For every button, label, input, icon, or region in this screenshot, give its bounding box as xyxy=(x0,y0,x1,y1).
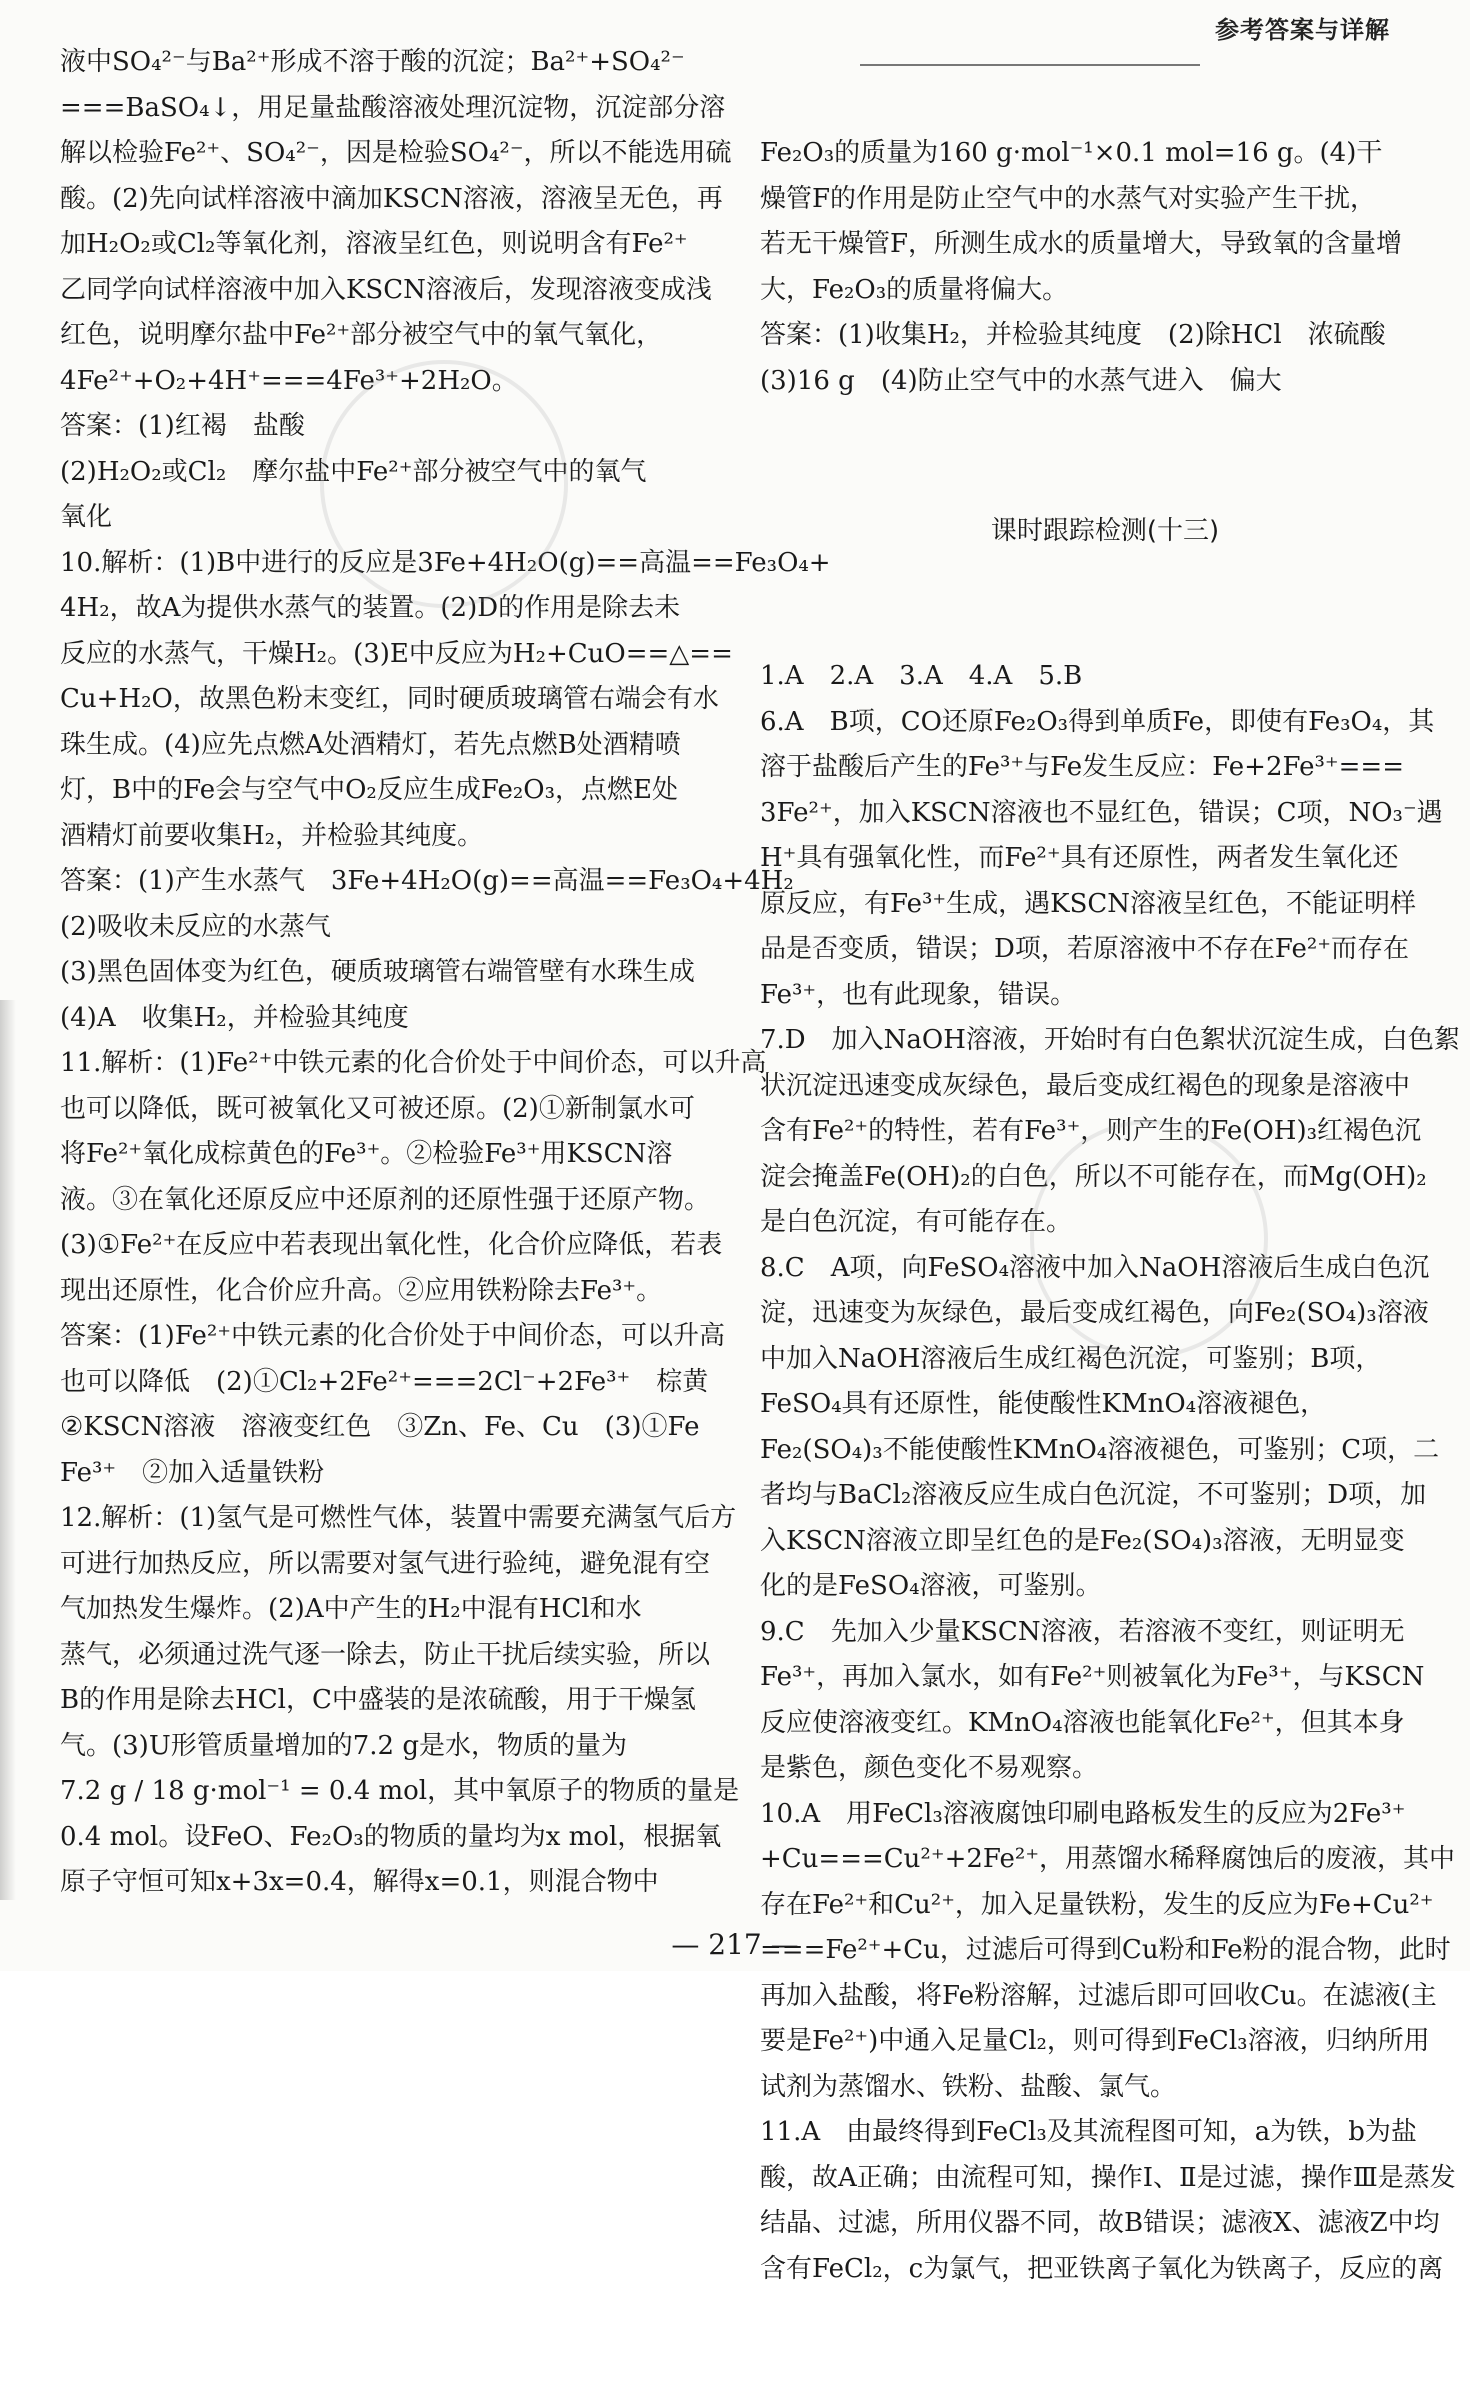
text-line: 1.A 2.A 3.A 4.A 5.B xyxy=(760,661,1083,691)
text-line: 10.A 用FeCl₃溶液腐蚀印刷电路板发生的反应为2Fe³⁺ xyxy=(760,1798,1406,1829)
text-line: 珠生成。(4)应先点燃A处酒精灯，若先点燃B处酒精喷 xyxy=(60,729,681,760)
text-line: 再加入盐酸，将Fe粉溶解，过滤后即可回收Cu。在滤液(主 xyxy=(760,1980,1437,2011)
text-line: 可进行加热反应，所以需要对氢气进行验纯，避免混有空 xyxy=(60,1548,711,1579)
text-line: 现出还原性，化合价应升高。②应用铁粉除去Fe³⁺。 xyxy=(60,1275,663,1306)
text-line: 0.4 mol。设FeO、Fe₂O₃的物质的量均为x mol，根据氧 xyxy=(60,1821,722,1852)
text-line: 11.解析：(1)Fe²⁺中铁元素的化合价处于中间价态，可以升高 xyxy=(60,1048,767,1078)
text-line: 中加入NaOH溶液后生成红褐色沉淀，可鉴别；B项， xyxy=(760,1343,1382,1374)
text-line: 答案：(1)产生水蒸气 3Fe+4H₂O(g)==高温==Fe₃O₄+4H₂ xyxy=(60,866,794,896)
text-line: 化的是FeSO₄溶液，可鉴别。 xyxy=(760,1571,1102,1601)
text-line: 状沉淀迅速变成灰绿色，最后变成红褐色的现象是溶液中 xyxy=(760,1070,1411,1101)
text-line: 品是否变质，错误；D项，若原溶液中不存在Fe²⁺而存在 xyxy=(760,934,1409,964)
text-line: 酸，故A正确；由流程可知，操作Ⅰ、Ⅱ是过滤，操作Ⅲ是蒸发 xyxy=(760,2162,1456,2193)
text-line: (3)①Fe²⁺在反应中若表现出氧化性，化合价应降低，若表 xyxy=(60,1230,723,1260)
text-line: 9.C 先加入少量KSCN溶液，若溶液不变红，则证明无 xyxy=(760,1616,1405,1647)
text-line: 3Fe²⁺，加入KSCN溶液也不显红色，错误；C项，NO₃⁻遇 xyxy=(760,797,1443,828)
text-line: ②KSCN溶液 溶液变红色 ③Zn、Fe、Cu (3)①Fe xyxy=(60,1412,700,1442)
text-line: Fe₂O₃的质量为160 g·mol⁻¹×0.1 mol=16 g。(4)干 xyxy=(760,138,1383,168)
text-line: 原反应，有Fe³⁺生成，遇KSCN溶液呈红色，不能证明样 xyxy=(760,888,1417,919)
text-line: Fe³⁺，再加入氯水，如有Fe²⁺则被氧化为Fe³⁺，与KSCN xyxy=(760,1662,1425,1692)
text-line: Fe³⁺，也有此现象，错误。 xyxy=(760,979,1077,1010)
text-line: Fe₂(SO₄)₃不能使酸性KMnO₄溶液褪色，可鉴别；C项，二 xyxy=(760,1434,1440,1465)
text-line: 4Fe²⁺+O₂+4H⁺===4Fe³⁺+2H₂O。 xyxy=(60,365,518,396)
text-line: Cu+H₂O，故黑色粉末变红，同时硬质玻璃管右端会有水 xyxy=(60,684,719,714)
text-line: 气。(3)U形管质量增加的7.2 g是水，物质的量为 xyxy=(60,1730,627,1761)
text-line: +Cu===Cu²⁺+2Fe²⁺，用蒸馏水稀释腐蚀后的废液，其中 xyxy=(760,1844,1456,1874)
text-line: 试剂为蒸馏水、铁粉、盐酸、氯气。 xyxy=(760,2071,1177,2102)
text-line: (3)16 g (4)防止空气中的水蒸气进入 偏大 xyxy=(760,365,1282,396)
text-line: 大，Fe₂O₃的质量将偏大。 xyxy=(760,274,1069,305)
right-column-top xyxy=(760,131,1450,404)
section-title: 课时跟踪检测(十三) xyxy=(990,516,1220,546)
text-line: 淀会掩盖Fe(OH)₂的白色，所以不可能存在，而Mg(OH)₂ xyxy=(760,1161,1427,1192)
text-line: 7.2 g / 18 g·mol⁻¹ = 0.4 mol，其中氧原子的物质的量是 xyxy=(60,1776,740,1806)
text-line: 者均与BaCl₂溶液反应生成白色沉淀，不可鉴别；D项，加 xyxy=(760,1480,1427,1510)
text-line: ===Fe²⁺+Cu，过滤后可得到Cu粉和Fe粉的混合物，此时 xyxy=(760,1935,1451,1965)
text-line: 答案：(1)收集H₂，并检验其纯度 (2)除HCl 浓硫酸 xyxy=(760,320,1386,350)
text-line: (2)吸收未反应的水蒸气 xyxy=(60,911,331,942)
text-line: 含有FeCl₂，c为氯气，把亚铁离子氧化为铁离子，反应的离 xyxy=(760,2253,1444,2284)
text-line: 乙同学向试样溶液中加入KSCN溶液后，发现溶液变成浅 xyxy=(60,274,712,305)
page-number: — 217 — xyxy=(671,1928,799,1961)
text-line: 答案：(1)Fe²⁺中铁元素的化合价处于中间价态，可以升高 xyxy=(60,1321,725,1351)
text-line: 4H₂，故A为提供水蒸气的装置。(2)D的作用是除去未 xyxy=(60,593,681,623)
right-column-bottom xyxy=(760,654,1460,2292)
text-line: Fe³⁺ ②加入适量铁粉 xyxy=(60,1457,325,1488)
text-line: 8.C A项，向FeSO₄溶液中加入NaOH溶液后生成白色沉 xyxy=(760,1252,1430,1283)
text-line: 燥管F的作用是防止空气中的水蒸气对实验产生干扰， xyxy=(760,183,1377,214)
header-title: 参考答案与详解 xyxy=(1215,16,1390,44)
text-line: 液。③在氧化还原反应中还原剂的还原性强于还原产物。 xyxy=(60,1184,711,1215)
text-line: 反应的水蒸气，干燥H₂。(3)E中反应为H₂+CuO==△== xyxy=(60,638,733,669)
text-line: 也可以降低 (2)①Cl₂+2Fe²⁺===2Cl⁻+2Fe³⁺ 棕黄 xyxy=(60,1366,709,1397)
text-line: 反应使溶液变红。KMnO₄溶液也能氧化Fe²⁺，但其本身 xyxy=(760,1707,1405,1738)
text-line: 是紫色，颜色变化不易观察。 xyxy=(760,1753,1099,1783)
text-line: 解以检验Fe²⁺、SO₄²⁻，因是检验SO₄²⁻，所以不能选用硫 xyxy=(60,138,732,168)
text-line: 存在Fe²⁺和Cu²⁺，加入足量铁粉，发生的反应为Fe+Cu²⁺ xyxy=(760,1889,1434,1920)
text-line: 淀，迅速变为灰绿色，最后变成红褐色，向Fe₂(SO₄)₃溶液 xyxy=(760,1298,1429,1328)
text-line: B的作用是除去HCl，C中盛装的是浓硫酸，用于干燥氢 xyxy=(60,1685,696,1715)
text-line: FeSO₄具有还原性，能使酸性KMnO₄溶液褪色， xyxy=(760,1389,1327,1419)
text-line: 若无干燥管F，所测生成水的质量增大，导致氧的含量增 xyxy=(760,229,1403,259)
text-line: 酸。(2)先向试样溶液中滴加KSCN溶液，溶液呈无色，再 xyxy=(60,183,723,214)
text-line: 原子守恒可知x+3x=0.4，解得x=0.1，则混合物中 xyxy=(60,1867,659,1897)
text-line: 液中SO₄²⁻与Ba²⁺形成不溶于酸的沉淀；Ba²⁺+SO₄²⁻ xyxy=(60,47,685,77)
left-column xyxy=(60,40,831,1906)
text-line: 答案：(1)红褐 盐酸 xyxy=(60,411,305,441)
text-line: H⁺具有强氧化性，而Fe²⁺具有还原性，两者发生氧化还 xyxy=(760,843,1399,873)
text-line: 将Fe²⁺氧化成棕黄色的Fe³⁺。②检验Fe³⁺用KSCN溶 xyxy=(60,1139,673,1169)
text-line: 酒精灯前要收集H₂，并检验其纯度。 xyxy=(60,820,484,851)
text-line: 气加热发生爆炸。(2)A中产生的H₂中混有HCl和水 xyxy=(60,1594,642,1624)
right-column xyxy=(760,40,1460,2383)
text-line: 含有Fe²⁺的特性，若有Fe³⁺，则产生的Fe(OH)₃红褐色沉 xyxy=(760,1116,1422,1146)
binding-shadow xyxy=(0,1000,16,1900)
text-line: 是白色沉淀，有可能存在。 xyxy=(760,1207,1073,1237)
text-line: 入KSCN溶液立即呈红色的是Fe₂(SO₄)₃溶液，无明显变 xyxy=(760,1525,1405,1556)
text-line: 要是Fe²⁺)中通入足量Cl₂，则可得到FeCl₃溶液，归纳所用 xyxy=(760,2026,1430,2056)
text-line: 6.A B项，CO还原Fe₂O₃得到单质Fe，即使有Fe₃O₄，其 xyxy=(760,706,1435,737)
text-line: 氧化 xyxy=(60,502,113,532)
text-line: 11.A 由最终得到FeCl₃及其流程图可知，a为铁，b为盐 xyxy=(760,2117,1417,2147)
text-line: 蒸气，必须通过洗气逐一除去，防止干扰后续实验，所以 xyxy=(60,1639,711,1670)
text-line: 溶于盐酸后产生的Fe³⁺与Fe发生反应：Fe+2Fe³⁺=== xyxy=(760,752,1404,782)
text-line: 7.D 加入NaOH溶液，开始时有白色絮状沉淀生成，白色絮 xyxy=(760,1025,1460,1055)
text-line: (2)H₂O₂或Cl₂ 摩尔盐中Fe²⁺部分被空气中的氧气 xyxy=(60,456,647,487)
text-line: ===BaSO₄↓，用足量盐酸溶液处理沉淀物，沉淀部分溶 xyxy=(60,92,726,123)
text-line: 结晶、过滤，所用仪器不同，故B错误；滤液X、滤液Z中均 xyxy=(760,2208,1440,2238)
text-line: 10.解析：(1)B中进行的反应是3Fe+4H₂O(g)==高温==Fe₃O₄+ xyxy=(60,547,831,578)
text-line: 12.解析：(1)氢气是可燃性气体，装置中需要充满氢气后方 xyxy=(60,1503,737,1533)
text-line: 红色，说明摩尔盐中Fe²⁺部分被空气中的氧气氧化， xyxy=(60,320,663,350)
text-line: (3)黑色固体变为红色，硬质玻璃管右端管壁有水珠生成 xyxy=(60,957,695,987)
text-line: (4)A 收集H₂，并检验其纯度 xyxy=(60,1002,409,1033)
text-line: 也可以降低，既可被氧化又可被还原。(2)①新制氯水可 xyxy=(60,1093,695,1124)
text-line: 灯，B中的Fe会与空气中O₂反应生成Fe₂O₃，点燃E处 xyxy=(60,775,678,805)
text-line: 加H₂O₂或Cl₂等氧化剂，溶液呈红色，则说明含有Fe²⁺ xyxy=(60,229,688,259)
